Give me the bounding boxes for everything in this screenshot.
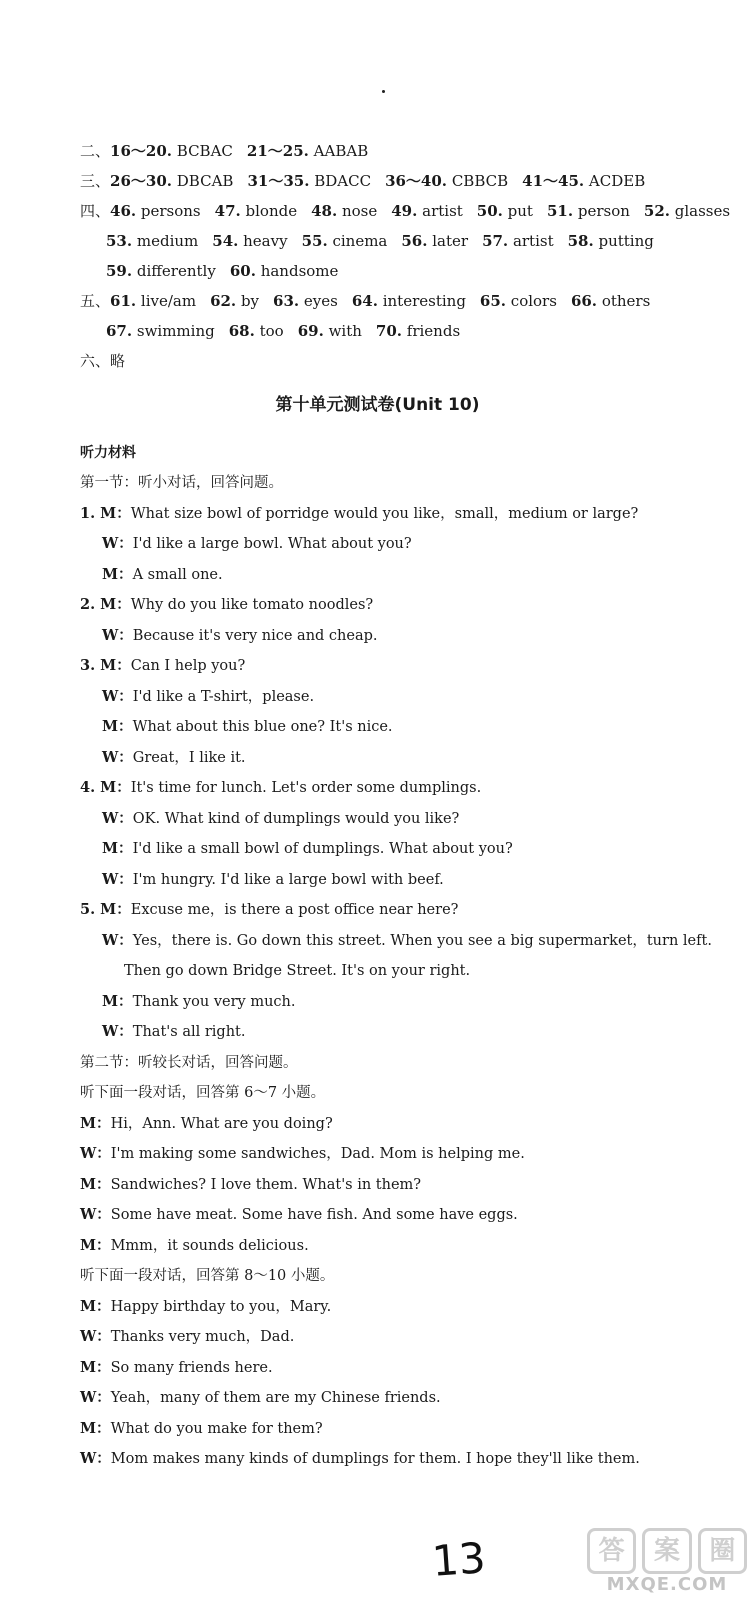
speaker-label: M： [80, 1297, 111, 1315]
watermark-glyph: 案 [642, 1528, 691, 1574]
answer-word: nose [337, 202, 378, 220]
answer-group [106, 322, 460, 340]
utterance: So many friends here. [110, 1359, 273, 1376]
decorative-dot [382, 90, 385, 93]
answer-line-section-4: 四、46. persons 47. blonde 48. nose 49. artist 50. put 51. person 52. glasses [80, 202, 731, 220]
utterance: Because it's very nice and cheap. [132, 627, 378, 644]
dialog-2 [80, 1292, 740, 1475]
answer-number: 49. [391, 202, 418, 220]
part-1-heading: 第一节：听小对话，回答问题。 [80, 475, 283, 491]
listening-transcript [80, 438, 740, 1475]
transcript-line [80, 1383, 740, 1414]
answer-word: medium [132, 232, 199, 250]
transcript-line [80, 1414, 740, 1445]
answer-group [110, 202, 730, 220]
answer-number: 56. [401, 232, 428, 250]
dialog-1 [80, 1109, 740, 1262]
transcript-line [80, 987, 740, 1018]
transcript-line [80, 1017, 740, 1048]
utterance: I'd like a large bowl. What about you? [132, 536, 412, 552]
utterance: Happy birthday to you，Mary. [110, 1298, 332, 1315]
utterance: Some have meat. Some have fish. And some have eggs. [110, 1207, 518, 1223]
speaker-label: W： [102, 931, 133, 949]
transcript-line [80, 743, 740, 774]
speaker-label: W： [80, 1328, 111, 1345]
answer-word: differently [132, 262, 216, 280]
answer-word: putting [593, 232, 654, 250]
answer-line-section-6: 六、略 [80, 352, 126, 370]
transcript-line [80, 712, 740, 743]
dialog-1-intro: 听下面一段对话，回答第 6～7 小题。 [80, 1085, 326, 1101]
speaker-label: W： [80, 1206, 111, 1223]
answer-number: 47. [214, 202, 241, 220]
utterance: Yes，there is. Go down this street. When you see a big supermarket，turn left. [132, 932, 712, 949]
speaker-label: M： [102, 565, 133, 583]
answer-word: live/am [136, 292, 197, 310]
answer-word: by [236, 292, 260, 310]
speaker-label: M： [102, 840, 133, 857]
answer-line-section-2: 二、16～20. BCBAC 21～25. AABAB [80, 142, 369, 160]
speaker-label: W： [102, 809, 133, 827]
answer-number: 59. [106, 262, 133, 280]
answer-number: 67. [106, 322, 133, 340]
transcript-line [80, 1200, 740, 1231]
speaker-label: 2. M： [80, 596, 131, 613]
answer-number: 63. [273, 292, 300, 310]
answer-number: 60. [229, 262, 256, 280]
answer-word: handsome [255, 262, 339, 280]
answer-number: 54. [212, 232, 239, 250]
part-2-heading: 第二节：听较长对话，回答问题。 [80, 1054, 298, 1071]
utterance: Why do you like tomato noodles? [130, 597, 374, 613]
answer-word: artist [508, 232, 554, 250]
speaker-label: W： [102, 687, 133, 705]
speaker-label: M： [80, 1358, 111, 1376]
utterance: Can I help you? [130, 658, 246, 674]
transcript-line [80, 621, 740, 652]
utterance: Excuse me，is there a post office near here? [130, 902, 459, 918]
speaker-label: W： [102, 1023, 133, 1040]
answer-word: friends [402, 322, 461, 340]
transcript-line [80, 499, 740, 530]
utterance: Mmm，it sounds delicious. [110, 1237, 309, 1254]
speaker-label: W： [102, 535, 133, 552]
transcript-line [80, 1170, 740, 1201]
page-number: 13 [430, 1533, 488, 1586]
utterance: What about this blue one? It's nice. [132, 719, 393, 735]
transcript-line [80, 1444, 740, 1475]
speaker-label: W： [80, 1145, 111, 1162]
transcript-line [80, 1139, 740, 1170]
utterance: I'd like a small bowl of dumplings. What about you? [132, 841, 513, 857]
transcript-line [80, 1231, 740, 1262]
utterance: It's time for lunch. Let's order some dumplings. [130, 780, 482, 796]
speaker-label: W： [102, 748, 133, 766]
watermark-text: MXQE.COM [606, 1574, 728, 1595]
transcript-heading: 听力材料 [80, 445, 136, 461]
transcript-line [80, 804, 740, 835]
speaker-label: M： [80, 1175, 111, 1193]
part-1-dialogs [80, 499, 740, 1048]
answer-word: eyes [299, 292, 338, 310]
watermark-glyph: 圈 [698, 1528, 747, 1574]
speaker-label: 1. M： [80, 504, 131, 522]
utterance: What do you make for them? [110, 1420, 323, 1437]
utterance: I'm making some sandwiches，Dad. Mom is helping me. [110, 1146, 525, 1162]
speaker-label: W： [80, 1450, 111, 1467]
answer-line-section-4-cont2 [80, 256, 740, 286]
answer-line-section-3: 三、26～30. DBCAB 31～35. BDACC 36～40. CBBCB 41～45. ACDEB [80, 172, 646, 190]
utterance: Hi，Ann. What are you doing? [110, 1115, 333, 1132]
utterance: I'd like a T-shirt，please. [132, 688, 315, 705]
answer-word: blonde [240, 202, 298, 220]
answer-word: interesting [377, 292, 466, 310]
answer-word: others [597, 292, 651, 310]
answer-line-section-5: 五、61. live/am 62. by 63. eyes 64. interesting 65. colors 66. others [80, 292, 651, 310]
answer-word: too [254, 322, 284, 340]
speaker-label: M： [102, 718, 133, 735]
speaker-label: 4. M： [80, 779, 131, 796]
answer-number: 51. [546, 202, 574, 220]
transcript-line [80, 1322, 740, 1353]
transcript-line [80, 865, 740, 896]
watermark-logo [587, 1528, 747, 1595]
utterance: What size bowl of porridge would you like，small，medium or large? [130, 505, 639, 522]
answer-key [80, 136, 740, 376]
answer-number: 48. [311, 202, 338, 220]
answer-line-section-5-cont [80, 316, 740, 346]
answer-word: artist [417, 202, 463, 220]
answer-word: colors [506, 292, 557, 310]
speaker-label: M： [80, 1114, 111, 1132]
answer-number: 57. [482, 232, 509, 250]
answer-number: 55. [301, 232, 328, 250]
answer-number: 50. [476, 202, 503, 220]
answer-word: swimming [132, 322, 215, 340]
speaker-label: W： [102, 870, 133, 888]
answer-number: 64. [351, 292, 378, 310]
transcript-line [80, 834, 740, 865]
transcript-line [80, 651, 740, 682]
speaker-label: W： [80, 1389, 111, 1406]
dialog-2-intro: 听下面一段对话，回答第 8～10 小题。 [80, 1268, 335, 1284]
speaker-label: M： [80, 1236, 111, 1254]
answer-number: 52. [643, 202, 670, 220]
answer-number: 65. [479, 292, 507, 310]
utterance: A small one. [132, 566, 223, 583]
answer-number: 62. [210, 292, 237, 310]
answer-word: put [502, 202, 533, 220]
utterance: That's all right. [132, 1024, 246, 1040]
answer-number: 46. [110, 202, 137, 220]
transcript-line [80, 529, 740, 560]
speaker-label: 3. M： [80, 657, 131, 674]
transcript-line [80, 1292, 740, 1323]
answer-number: 53. [106, 232, 133, 250]
answer-word: with [323, 322, 362, 340]
utterance: Great，I like it. [132, 749, 246, 766]
answer-number: 68. [228, 322, 255, 340]
unit-title: 第十单元测试卷(Unit 10) [275, 395, 480, 415]
transcript-line [80, 926, 740, 957]
answer-number: 61. [110, 292, 137, 310]
answer-word: glasses [670, 202, 731, 220]
speaker-label: M： [80, 1419, 111, 1437]
transcript-line [80, 773, 740, 804]
utterance: Thanks very much，Dad. [110, 1329, 295, 1345]
transcript-line [80, 1109, 740, 1140]
speaker-label: 5. M： [80, 901, 131, 918]
answer-word: later [427, 232, 469, 250]
utterance: Mom makes many kinds of dumplings for them. I hope they'll like them. [110, 1451, 640, 1467]
answer-group [106, 232, 654, 250]
answer-word: heavy [238, 232, 288, 250]
answer-number: 69. [297, 322, 324, 340]
answer-group [106, 262, 338, 280]
answer-group [110, 292, 650, 310]
transcript-line [80, 956, 740, 987]
answer-line-section-4-cont [80, 226, 740, 256]
watermark-glyph: 答 [587, 1528, 636, 1574]
answer-word: cinema [327, 232, 388, 250]
utterance: OK. What kind of dumplings would you like? [132, 810, 460, 827]
transcript-line [80, 895, 740, 926]
utterance: Sandwiches? I love them. What's in them? [110, 1176, 422, 1193]
answer-word: person [573, 202, 630, 220]
answer-number: 70. [375, 322, 403, 340]
speaker-label: W： [102, 626, 133, 644]
answer-number: 66. [570, 292, 598, 310]
transcript-line [80, 1353, 740, 1384]
answer-number: 58. [567, 232, 594, 250]
utterance: Thank you very much. [132, 993, 296, 1010]
utterance: Yeah，many of them are my Chinese friends. [110, 1390, 441, 1406]
utterance: Then go down Bridge Street. It's on your right. [124, 963, 471, 979]
speaker-label: M： [102, 992, 133, 1010]
transcript-line [80, 590, 740, 621]
answer-word: persons [136, 202, 201, 220]
transcript-line [80, 560, 740, 591]
transcript-line [80, 682, 740, 713]
utterance: I'm hungry. I'd like a large bowl with beef. [132, 871, 444, 888]
